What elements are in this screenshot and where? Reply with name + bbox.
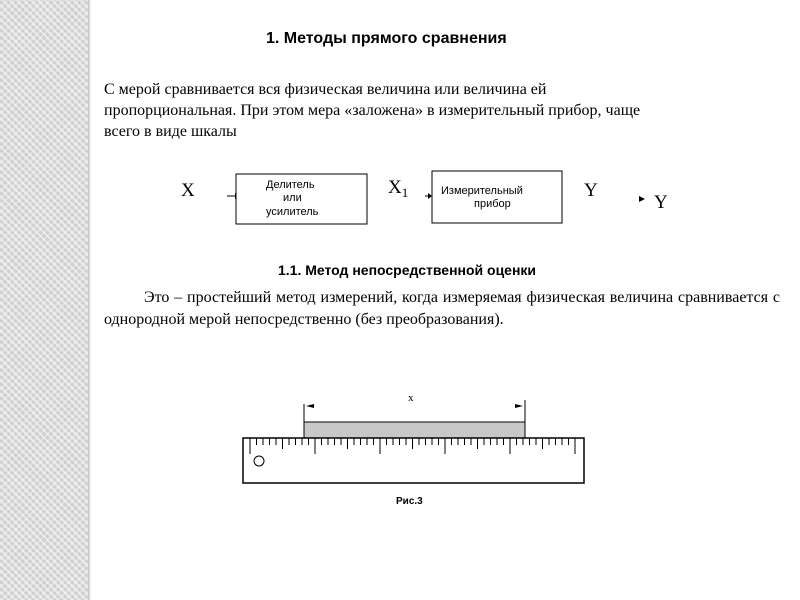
figure-caption: Рис.3: [396, 496, 423, 505]
intro-line: С мерой сравнивается вся физическая величина или величина ей: [104, 81, 547, 98]
output-label: Y: [584, 180, 598, 201]
dimension-arrow-right: [515, 404, 523, 408]
ruler-figure: [238, 390, 588, 505]
intermediate-arrow-head: [428, 193, 432, 199]
intermediate-label: [388, 177, 408, 200]
dimension-arrow-left: [306, 404, 314, 408]
block1-label-line: Делитель: [266, 179, 315, 191]
ruler-body: [243, 438, 584, 483]
decorative-side-stripe: [0, 0, 88, 600]
intermediate-label-main: X: [388, 177, 402, 198]
intermediate-label-subscript: 1: [401, 185, 409, 200]
block-diagram: [175, 165, 695, 240]
intro-line: всего в виде шкалы: [104, 123, 237, 140]
input-label: X: [181, 180, 195, 201]
block2-label-line: Измерительный: [441, 185, 523, 197]
method-description: Это – простейший метод измерений, когда измеряемая физическая величина сравнивается с однородной мерой непосредственно (без преобразования).: [104, 289, 780, 328]
dimension-label: x: [408, 392, 414, 404]
output-label-2: Y: [654, 192, 668, 213]
ruler-hole: [254, 456, 264, 466]
block1-label-line: усилитель: [266, 206, 319, 218]
side-stripe-edge: [88, 0, 91, 600]
block2-label-line: прибор: [474, 198, 511, 210]
slide-title: 1. Методы прямого сравнения: [266, 30, 507, 47]
intro-paragraph: [104, 79, 780, 142]
intro-line: пропорциональная. При этом мера «заложена» в измерительный прибор, чаще: [104, 102, 641, 119]
block1-label-line: или: [283, 192, 302, 204]
measuring-instrument-block: [432, 171, 562, 223]
measured-object: [304, 422, 525, 438]
subsection-title: 1.1. Метод непосредственной оценки: [278, 262, 537, 278]
output-arrow-head: [639, 196, 645, 202]
